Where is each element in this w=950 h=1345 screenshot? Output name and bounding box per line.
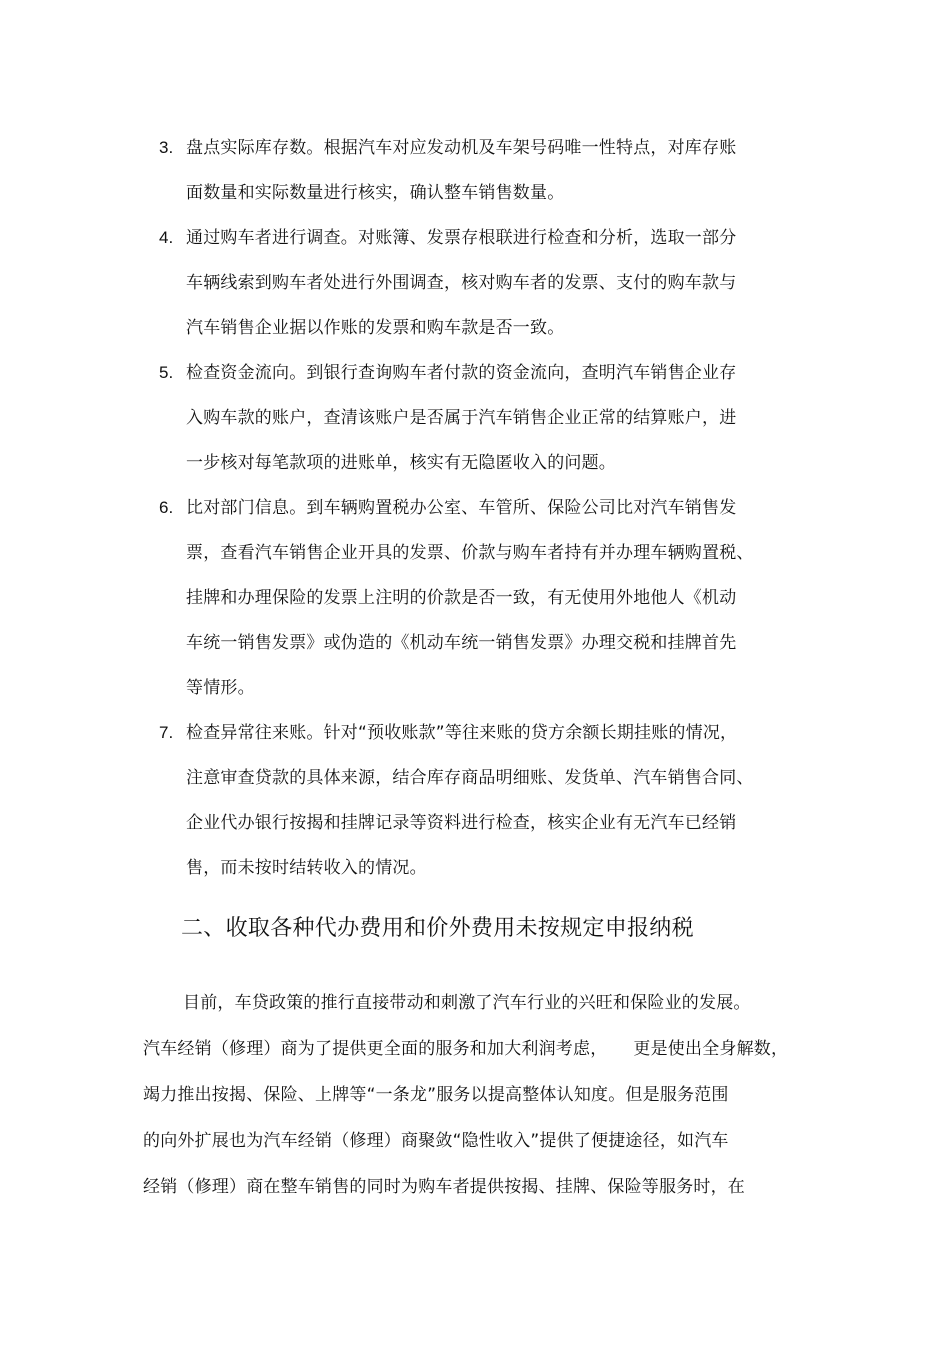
paragraph-segment: 汽车经销（修理）商为了提供更全面的服务和加大利润考虑， (143, 1039, 608, 1059)
paragraph-line: 竭力推出按揭、保险、上牌等“一条龙”服务以提高整体认知度。但是服务范围 (143, 1085, 729, 1105)
list-item-line: 盘点实际库存数。根据汽车对应发动机及车架号码唯一性特点，对库存账 (186, 138, 737, 158)
list-item-number: 3. (159, 138, 174, 157)
list-item-line: 通过购车者进行调查。对账簿、发票存根联进行检查和分析，选取一部分 (186, 228, 737, 248)
paragraph-segment: 更是使出全身解数， (633, 1039, 789, 1059)
list-item-line: 面数量和实际数量进行核实，确认整车销售数量。 (186, 183, 565, 203)
list-item-line: 检查异常往来账。针对“预收账款”等往来账的贷方余额长期挂账的情况， (186, 723, 738, 743)
paragraph-line (143, 1038, 788, 1060)
list-item-line: 注意审查贷款的具体来源，结合库存商品明细账、发货单、汽车销售合同、 (186, 768, 754, 788)
list-item-line: 车统一销售发票》或伪造的《机动车统一销售发票》办理交税和挂牌首先 (186, 633, 737, 653)
list-item-line: 车辆线索到购车者处进行外围调查，核对购车者的发票、支付的购车款与 (186, 273, 737, 293)
list-item-line: 比对部门信息。到车辆购置税办公室、车管所、保险公司比对汽车销售发 (186, 498, 737, 518)
paragraph-line: 经销（修理）商在整车销售的同时为购车者提供按揭、挂牌、保险等服务时，在 (143, 1177, 745, 1197)
list-item-number: 5. (159, 363, 174, 382)
list-item-number: 6. (159, 498, 174, 517)
list-item-line: 等情形。 (186, 678, 255, 698)
section-heading: 二、收取各种代办费用和价外费用未按规定申报纳税 (181, 916, 694, 941)
list-item-line: 票，查看汽车销售企业开具的发票、价款与购车者持有并办理车辆购置税、 (186, 543, 754, 563)
list-item-number: 7. (159, 723, 174, 742)
list-item-line: 一步核对每笔款项的进账单，核实有无隐匿收入的问题。 (186, 453, 616, 473)
list-item-line: 汽车销售企业据以作账的发票和购车款是否一致。 (186, 318, 565, 338)
paragraph-line: 的向外扩展也为汽车经销（修理）商聚敛“隐性收入”提供了便捷途径，如汽车 (143, 1131, 729, 1151)
list-item-line: 售，而未按时结转收入的情况。 (186, 858, 427, 878)
paragraph-line: 目前，车贷政策的推行直接带动和刺激了汽车行业的兴旺和保险业的发展。 (183, 993, 751, 1013)
list-item-line: 挂牌和办理保险的发票上注明的价款是否一致，有无使用外地他人《机动 (186, 588, 737, 608)
list-item-line: 企业代办银行按揭和挂牌记录等资料进行检查，核实企业有无汽车已经销 (186, 813, 737, 833)
list-item-line: 入购车款的账户，查清该账户是否属于汽车销售企业正常的结算账户，进 (186, 408, 737, 428)
list-item-line: 检查资金流向。到银行查询购车者付款的资金流向，查明汽车销售企业存 (186, 363, 737, 383)
list-item-number: 4. (159, 228, 174, 247)
